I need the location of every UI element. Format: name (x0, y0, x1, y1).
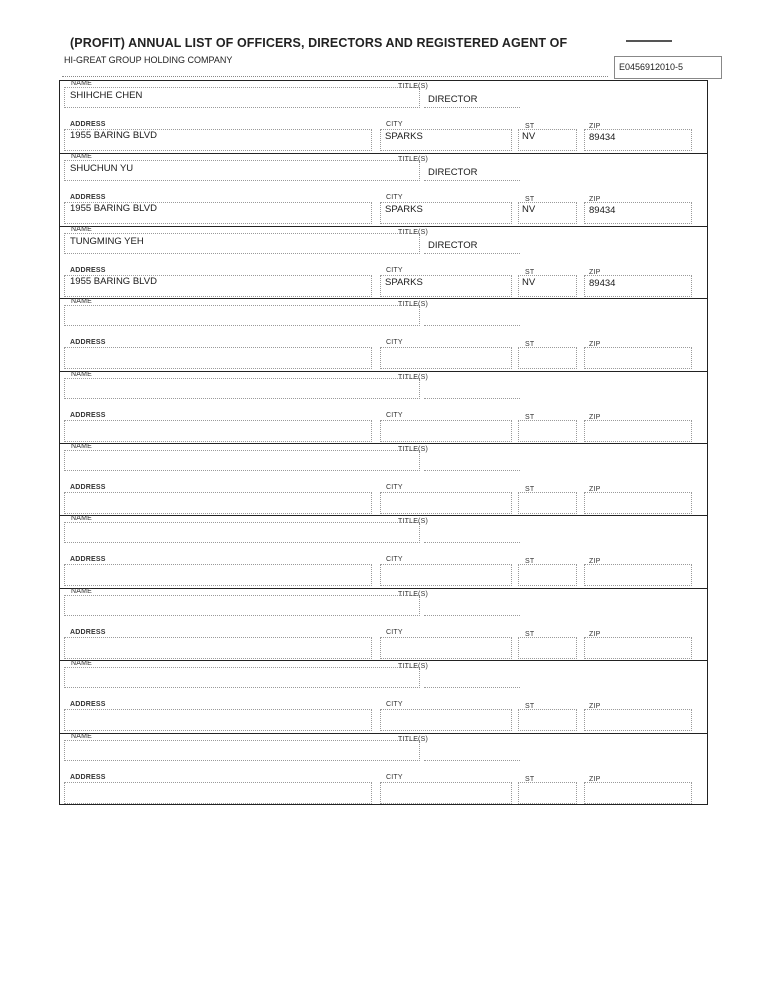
st-label: ST (525, 268, 535, 276)
address-label: ADDRESS (70, 773, 106, 781)
zip-field (584, 709, 692, 731)
city-label: CITY (386, 701, 403, 709)
form-title: (PROFIT) ANNUAL LIST OF OFFICERS, DIRECTORS AND REGISTERED AGENT OF (70, 36, 568, 50)
zip-label: ZIP (589, 341, 601, 349)
city-label: CITY (386, 628, 403, 636)
st-label: ST (525, 558, 535, 566)
officer-city: SPARKS (385, 204, 423, 216)
zip-label: ZIP (589, 196, 601, 204)
company-name-field (62, 52, 608, 77)
zip-field (584, 420, 692, 442)
st-label: ST (525, 413, 535, 421)
name-label: NAME (71, 298, 93, 306)
address-field (64, 347, 372, 369)
st-label: ST (525, 196, 535, 204)
name-label: NAME (71, 732, 93, 740)
city-label: CITY (386, 411, 403, 419)
title-field (424, 378, 520, 399)
zip-label: ZIP (589, 486, 601, 493)
officer-name: SHUCHUN YU (70, 163, 134, 175)
officer-state: NV (522, 131, 536, 142)
officer-address: 1955 BARING BLVD (70, 203, 157, 215)
titles-label: TITLE(S) (398, 590, 428, 598)
city-field (380, 492, 512, 514)
address-field (64, 420, 372, 442)
name-field (64, 450, 420, 471)
name-field (64, 667, 420, 688)
officer-entry-5 (60, 371, 707, 443)
city-label: CITY (386, 773, 403, 781)
st-label: ST (525, 123, 535, 130)
zip-field (584, 564, 692, 586)
address-label: ADDRESS (70, 266, 106, 274)
city-label: CITY (386, 266, 403, 274)
officer-entry-7 (60, 515, 707, 587)
st-field (518, 564, 577, 586)
officers-table (59, 80, 708, 805)
officer-entry-4 (60, 298, 707, 370)
officer-zip: 89434 (589, 132, 616, 143)
officer-city: SPARKS (385, 276, 423, 288)
officer-entry-3 (60, 226, 707, 298)
zip-label: ZIP (589, 630, 601, 638)
st-label: ST (525, 775, 535, 783)
address-label: ADDRESS (70, 701, 106, 709)
city-field (380, 347, 512, 369)
city-label: CITY (386, 556, 403, 564)
st-field (518, 637, 577, 659)
titles-label: TITLE(S) (398, 83, 428, 90)
titles-label: TITLE(S) (398, 735, 428, 743)
title-field (424, 667, 520, 688)
zip-label: ZIP (589, 268, 601, 276)
titles-label: TITLE(S) (398, 156, 428, 164)
title-field (424, 740, 520, 761)
st-label: ST (525, 630, 535, 638)
zip-field (584, 637, 692, 659)
city-label: CITY (386, 484, 403, 491)
st-field (518, 420, 577, 442)
city-label: CITY (386, 121, 403, 128)
st-label: ST (525, 341, 535, 349)
titles-label: TITLE(S) (398, 446, 428, 453)
officer-entry-6 (60, 443, 707, 515)
zip-field (584, 782, 692, 804)
address-label: ADDRESS (70, 628, 106, 636)
name-field (64, 522, 420, 543)
titles-label: TITLE(S) (398, 301, 428, 309)
name-label: NAME (71, 80, 93, 87)
address-label: ADDRESS (70, 484, 106, 491)
zip-label: ZIP (589, 703, 601, 711)
officer-title: DIRECTOR (428, 94, 478, 105)
name-label: NAME (71, 587, 93, 595)
zip-field (584, 492, 692, 514)
officer-state: NV (522, 204, 536, 216)
address-field (64, 709, 372, 731)
name-label: NAME (71, 370, 93, 378)
zip-label: ZIP (589, 558, 601, 566)
titles-label: TITLE(S) (398, 228, 428, 236)
title-field (424, 595, 520, 616)
officer-zip: 89434 (589, 277, 616, 289)
city-label: CITY (386, 339, 403, 347)
address-label: ADDRESS (70, 339, 106, 347)
name-label: NAME (71, 660, 93, 668)
officer-entry-2 (60, 153, 707, 225)
name-label: NAME (71, 515, 93, 523)
city-field (380, 420, 512, 442)
name-label: NAME (71, 153, 93, 161)
address-label: ADDRESS (70, 411, 106, 419)
name-label: NAME (71, 225, 93, 233)
title-field (424, 522, 520, 543)
zip-label: ZIP (589, 413, 601, 421)
officer-address: 1955 BARING BLVD (70, 275, 157, 287)
city-field (380, 637, 512, 659)
officer-name: TUNGMING YEH (70, 235, 144, 247)
titles-label: TITLE(S) (398, 663, 428, 671)
name-field (64, 740, 420, 761)
city-field (380, 564, 512, 586)
officer-address: 1955 BARING BLVD (70, 130, 157, 141)
officer-entry-10 (60, 733, 707, 805)
officer-name: SHIHCHE CHEN (70, 90, 143, 101)
city-field (380, 782, 512, 804)
file-number-field (614, 56, 722, 79)
officer-city: SPARKS (385, 131, 423, 142)
address-field (64, 492, 372, 514)
st-label: ST (525, 486, 535, 493)
name-field (64, 378, 420, 399)
address-field (64, 637, 372, 659)
company-name: HI-GREAT GROUP HOLDING COMPANY (64, 55, 233, 65)
officer-title: DIRECTOR (428, 167, 478, 179)
address-field (64, 564, 372, 586)
st-field (518, 347, 577, 369)
titles-label: TITLE(S) (398, 373, 428, 381)
officer-state: NV (522, 276, 536, 288)
address-label: ADDRESS (70, 556, 106, 564)
officer-zip: 89434 (589, 205, 616, 217)
name-field (64, 595, 420, 616)
title-field (424, 305, 520, 326)
address-field (64, 782, 372, 804)
officer-entry-1 (60, 81, 707, 153)
officer-title: DIRECTOR (428, 239, 478, 251)
corner-mark (626, 40, 672, 42)
st-field (518, 709, 577, 731)
officer-entry-9 (60, 660, 707, 732)
title-field (424, 450, 520, 471)
name-field (64, 305, 420, 326)
st-field (518, 492, 577, 514)
st-label: ST (525, 703, 535, 711)
city-field (380, 709, 512, 731)
zip-label: ZIP (589, 123, 601, 130)
zip-label: ZIP (589, 775, 601, 783)
officer-entry-8 (60, 588, 707, 660)
name-label: NAME (71, 443, 93, 450)
city-label: CITY (386, 194, 403, 202)
titles-label: TITLE(S) (398, 518, 428, 526)
zip-field (584, 347, 692, 369)
address-label: ADDRESS (70, 121, 106, 128)
address-label: ADDRESS (70, 194, 106, 202)
file-number: E0456912010-5 (619, 62, 684, 72)
st-field (518, 782, 577, 804)
